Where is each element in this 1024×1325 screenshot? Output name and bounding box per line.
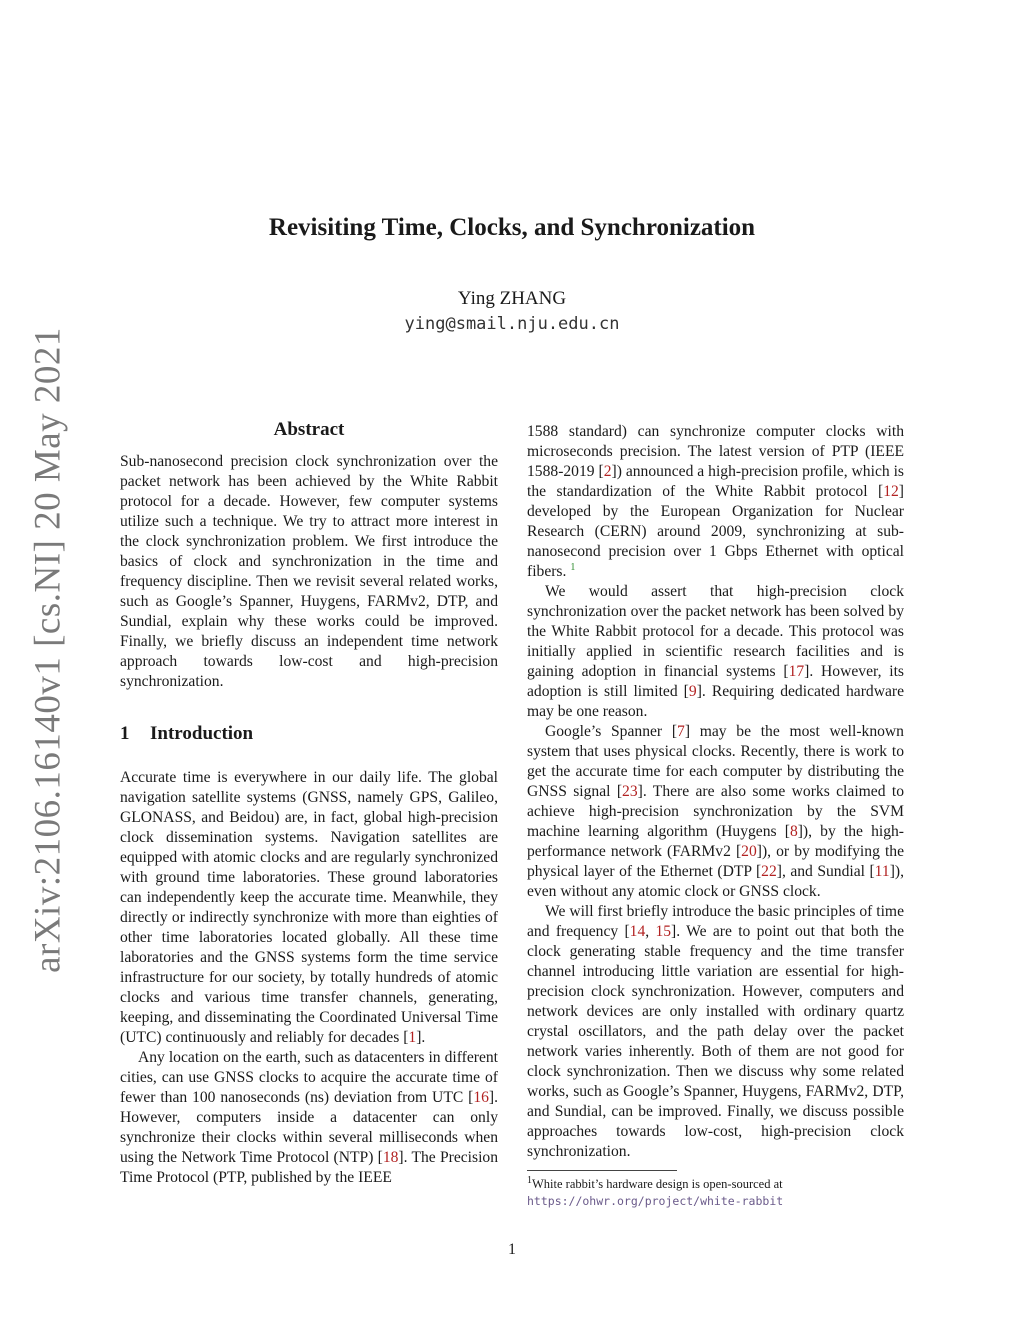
author-name: Ying ZHANG	[457, 288, 567, 309]
section-title: Introduction	[150, 723, 254, 744]
paper-title: Revisiting Time, Clocks, and Synchronization	[268, 214, 756, 241]
citation-link[interactable]: 11	[874, 863, 890, 880]
footnote-text: White rabbit’s hardware design is open-sourced at	[532, 1177, 783, 1191]
citation-link[interactable]: 1	[408, 1029, 417, 1046]
intro-paragraph-3: We would assert that high-precision clock synchronization over the packet network has been solved by the White Rabbit protocol for a decade. This protocol was initially applied in scientific research facilities and is gaining adoption in financial systems [17]. However, its adoption is still limited [9]. Requiring dedicated hardware may be one reason.	[527, 583, 904, 720]
citation-link[interactable]: 12	[883, 483, 899, 500]
left-column	[120, 420, 498, 1188]
section-heading	[120, 724, 498, 744]
arxiv-stamp: arXiv:2106.16140v1 [cs.NI] 20 May 2021	[27, 327, 69, 973]
abstract-text: Sub-nanosecond precision clock synchronization over the packet network has been achieved by the White Rabbit protocol for a decade. However, few computer systems utilize such a technique. We try to attract more interest in the clock synchronization problem. We first introduce the basics of clock and synchronization in the time and frequency discipline. Then we revisit several related works, such as Google’s Spanner, Huygens, FARMv2, DTP, and Sundial, explain why these works could be improved. Finally, we briefly discuss an independent time network approach towards low-cost and high-precision synchronization.	[120, 453, 498, 690]
abstract-heading: Abstract	[273, 419, 345, 440]
citation-link[interactable]: 14	[629, 923, 646, 940]
intro-paragraph-2-end: 1588 standard) can synchronize computer clocks with microseconds precision. The latest version of PTP (IEEE 1588-2019 [2]) announced a high-precision profile, which is the standardization of the White Rabbit protocol [12] developed by the European Organization for Nuclear Research (CERN) around 2009, synchronizing at sub-nanosecond precision over 1 Gbps Ethernet with optical fibers. $^1$	[527, 423, 904, 580]
citation-link[interactable]: 8	[789, 823, 798, 840]
citation-link[interactable]: 7	[677, 723, 685, 740]
intro-paragraph-4: Google’s Spanner [7] may be the most well-known system that uses physical clocks. Recently, there is work to get the accurate time for each computer by distributing the GNSS signal [23]. There are also some works claimed to achieve high-precision synchronization by the SVM machine learning algorithm (Huygens [8]), by the high-performance network (FARMv2 [20]), or by modifying the physical layer of the Ethernet (DTP [22], and Sundial [11]), even without any atomic clock or GNSS clock.	[527, 723, 904, 900]
footnote	[527, 1176, 907, 1210]
citation-link[interactable]: 17	[788, 663, 805, 680]
footnote-number: 1	[527, 1174, 532, 1186]
footnote-url[interactable]: https://ohwr.org/project/white-rabbit	[527, 1194, 784, 1208]
page-number: 1	[508, 1241, 516, 1258]
footnote-marker[interactable]: 1	[570, 561, 576, 573]
section-number: 1	[120, 723, 130, 744]
intro-paragraph-2-start: Any location on the earth, such as datacenters in different cities, can use GNSS clocks to acquire the accurate time of fewer than 100 nanoseconds (ns) deviation from UTC [16]. However, computers inside a datacenter can only synchronize their clocks within several milliseconds when using the Network Time Protocol (NTP) [18]. The Precision Time Protocol (PTP, published by the IEEE	[120, 1049, 498, 1186]
footnote-divider	[527, 1170, 677, 1171]
author-email[interactable]: ying@smail.nju.edu.cn	[404, 314, 620, 334]
citation-link[interactable]: 23	[622, 783, 638, 800]
citation-link[interactable]: 2	[603, 463, 612, 480]
intro-paragraph-1: Accurate time is everywhere in our daily life. The global navigation satellite systems (GNSS, namely GPS, Galileo, GLONASS, and Beidou) are, in fact, global high-precision clock dissemination systems. Navigation satellites are equipped with atomic clocks and are regularly synchronized with ground time laboratories. These ground laboratories can independently keep the accurate time. Meanwhile, they directly or indirectly synchronize with more than eighties of other time laboratories located globally. All these time laboratories and the GNSS systems form the time service infrastructure for our society, by totally hundreds of atomic clocks and various time transfer channels, generating, keeping, and disseminating the Coordinated Universal Time (UTC) continuously and reliably for decades [1].	[120, 769, 498, 1046]
citation-link[interactable]: 16	[473, 1089, 489, 1106]
citation-link[interactable]: 15	[655, 923, 672, 940]
citation-link[interactable]: 22	[761, 863, 777, 880]
citation-link[interactable]: 20	[741, 843, 757, 860]
citation-link[interactable]: 9	[688, 683, 697, 700]
intro-paragraph-5: We will first briefly introduce the basic principles of time and frequency [14, 15]. We are to point out that both the clock generating stable frequency and the time transfer channel introducing little variation are essential for high-precision clock synchronization. However, computers and network devices are only installed with ordinary quartz crystal oscillators, and the path delay over the packet network varies inherently. Both of them are not good for clock synchronization. Then we discuss why some related works, such as Google’s Spanner, Huygens, FARMv2, DTP, and Sundial, can be improved. Finally, we discuss possible approaches towards low-cost, high-precision clock synchronization.	[527, 903, 904, 1160]
right-column	[527, 422, 904, 1162]
citation-link[interactable]: 18	[382, 1149, 399, 1166]
